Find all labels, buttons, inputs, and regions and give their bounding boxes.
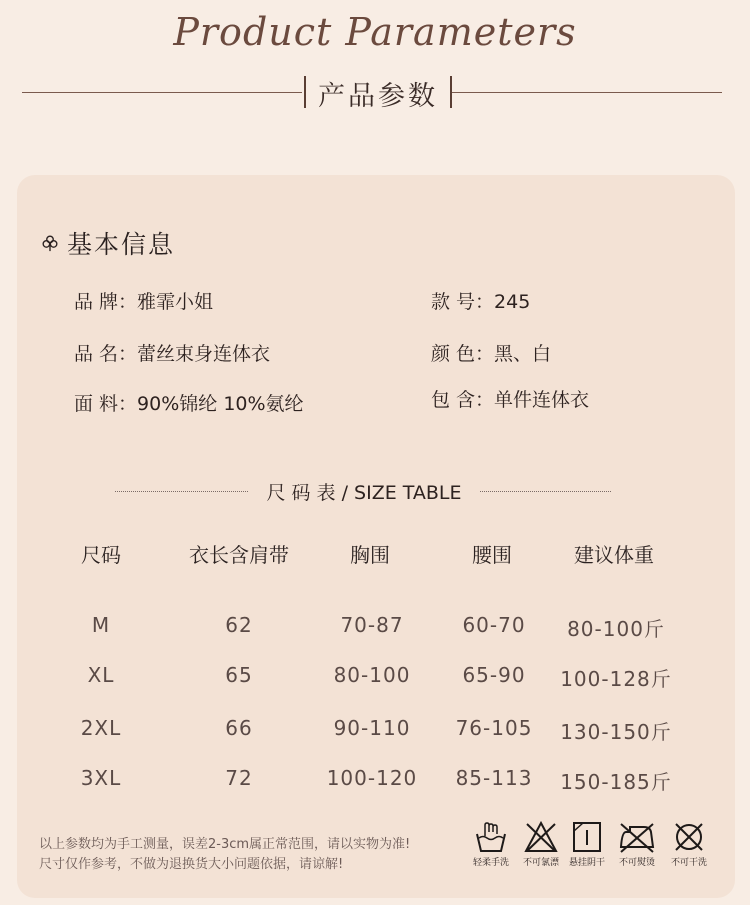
care-label: 不可干洗 bbox=[670, 858, 707, 868]
info-style-number bbox=[431, 287, 530, 314]
care-label: 不可氯漂 bbox=[522, 858, 559, 868]
divider-right bbox=[452, 92, 722, 93]
info-includes bbox=[431, 385, 589, 412]
info-color bbox=[431, 339, 551, 366]
measurement-note: 以上参数均为手工测量，误差2-3cm属正常范围，请以实物为准! bbox=[39, 837, 411, 852]
table-cell: 85-113 bbox=[455, 766, 533, 790]
table-cell: 65-90 bbox=[462, 663, 526, 687]
info-label: 包 含： bbox=[431, 389, 495, 411]
table-cell: 150-185斤 bbox=[560, 770, 672, 794]
table-cell: 65 bbox=[225, 663, 253, 687]
care-label: 悬挂阴干 bbox=[568, 858, 605, 868]
table-cell: 100-120 bbox=[326, 766, 418, 790]
divider-left bbox=[22, 92, 302, 93]
column-header-weight: 建议体重 bbox=[574, 543, 654, 567]
info-fabric bbox=[74, 389, 304, 416]
basic-info-title: 基本信息 bbox=[67, 230, 176, 259]
table-cell: 60-70 bbox=[462, 613, 526, 637]
size-table-title-row bbox=[115, 478, 611, 504]
info-product-name bbox=[74, 339, 270, 366]
info-value: 黑、白 bbox=[494, 343, 552, 365]
table-cell: 80-100 bbox=[333, 663, 411, 687]
clover-icon bbox=[41, 234, 59, 252]
basic-info-heading bbox=[41, 225, 175, 261]
info-label: 面 料： bbox=[74, 393, 138, 415]
table-cell: M bbox=[91, 613, 111, 637]
column-header-bust: 胸围 bbox=[350, 543, 390, 567]
table-cell: 100-128斤 bbox=[560, 667, 672, 691]
column-header-size: 尺码 bbox=[81, 543, 121, 567]
info-label: 品 牌： bbox=[74, 291, 138, 313]
column-header-length: 衣长含肩带 bbox=[189, 543, 289, 567]
info-label: 款 号： bbox=[431, 291, 495, 313]
table-cell: 62 bbox=[225, 613, 253, 637]
info-label: 颜 色： bbox=[431, 343, 495, 365]
no-iron-icon bbox=[618, 820, 656, 854]
info-value: 245 bbox=[494, 291, 531, 313]
column-header-waist: 腰围 bbox=[472, 543, 512, 567]
dotted-divider-left bbox=[115, 491, 248, 492]
script-title: Product Parameters bbox=[173, 10, 577, 54]
hand-wash-icon bbox=[473, 820, 509, 854]
table-cell: 66 bbox=[225, 716, 253, 740]
care-no-dry-clean bbox=[659, 820, 719, 868]
dotted-divider-right bbox=[480, 491, 611, 492]
care-label: 不可熨烫 bbox=[618, 858, 655, 868]
info-value: 90%锦纶 10%氨纶 bbox=[137, 393, 304, 415]
table-cell: 2XL bbox=[80, 716, 122, 740]
table-cell: 70-87 bbox=[340, 613, 404, 637]
table-cell: 130-150斤 bbox=[560, 720, 672, 744]
table-cell: 72 bbox=[225, 766, 253, 790]
page-title: 产品参数 bbox=[318, 81, 438, 112]
care-label: 轻柔手洗 bbox=[472, 858, 509, 868]
table-cell: 3XL bbox=[80, 766, 122, 790]
size-table-title: 尺 码 表 / SIZE TABLE bbox=[266, 482, 462, 504]
no-dry-clean-icon bbox=[671, 820, 707, 854]
table-cell: 76-105 bbox=[455, 716, 533, 740]
table-cell: 80-100斤 bbox=[567, 617, 665, 641]
info-brand bbox=[74, 287, 213, 314]
title-row bbox=[22, 72, 722, 112]
table-cell: XL bbox=[87, 663, 115, 687]
reference-note: 尺寸仅作参考，不做为退换货大小问题依据，请谅解! bbox=[39, 857, 344, 872]
info-value: 雅霏小姐 bbox=[137, 291, 214, 313]
parameters-card bbox=[17, 175, 735, 898]
info-value: 蕾丝束身连体衣 bbox=[137, 343, 271, 365]
care-no-iron bbox=[607, 820, 667, 868]
info-value: 单件连体衣 bbox=[494, 389, 590, 411]
info-label: 品 名： bbox=[74, 343, 138, 365]
table-cell: 90-110 bbox=[333, 716, 411, 740]
hang-dry-shade-icon bbox=[569, 820, 605, 854]
no-bleach-icon bbox=[523, 820, 559, 854]
